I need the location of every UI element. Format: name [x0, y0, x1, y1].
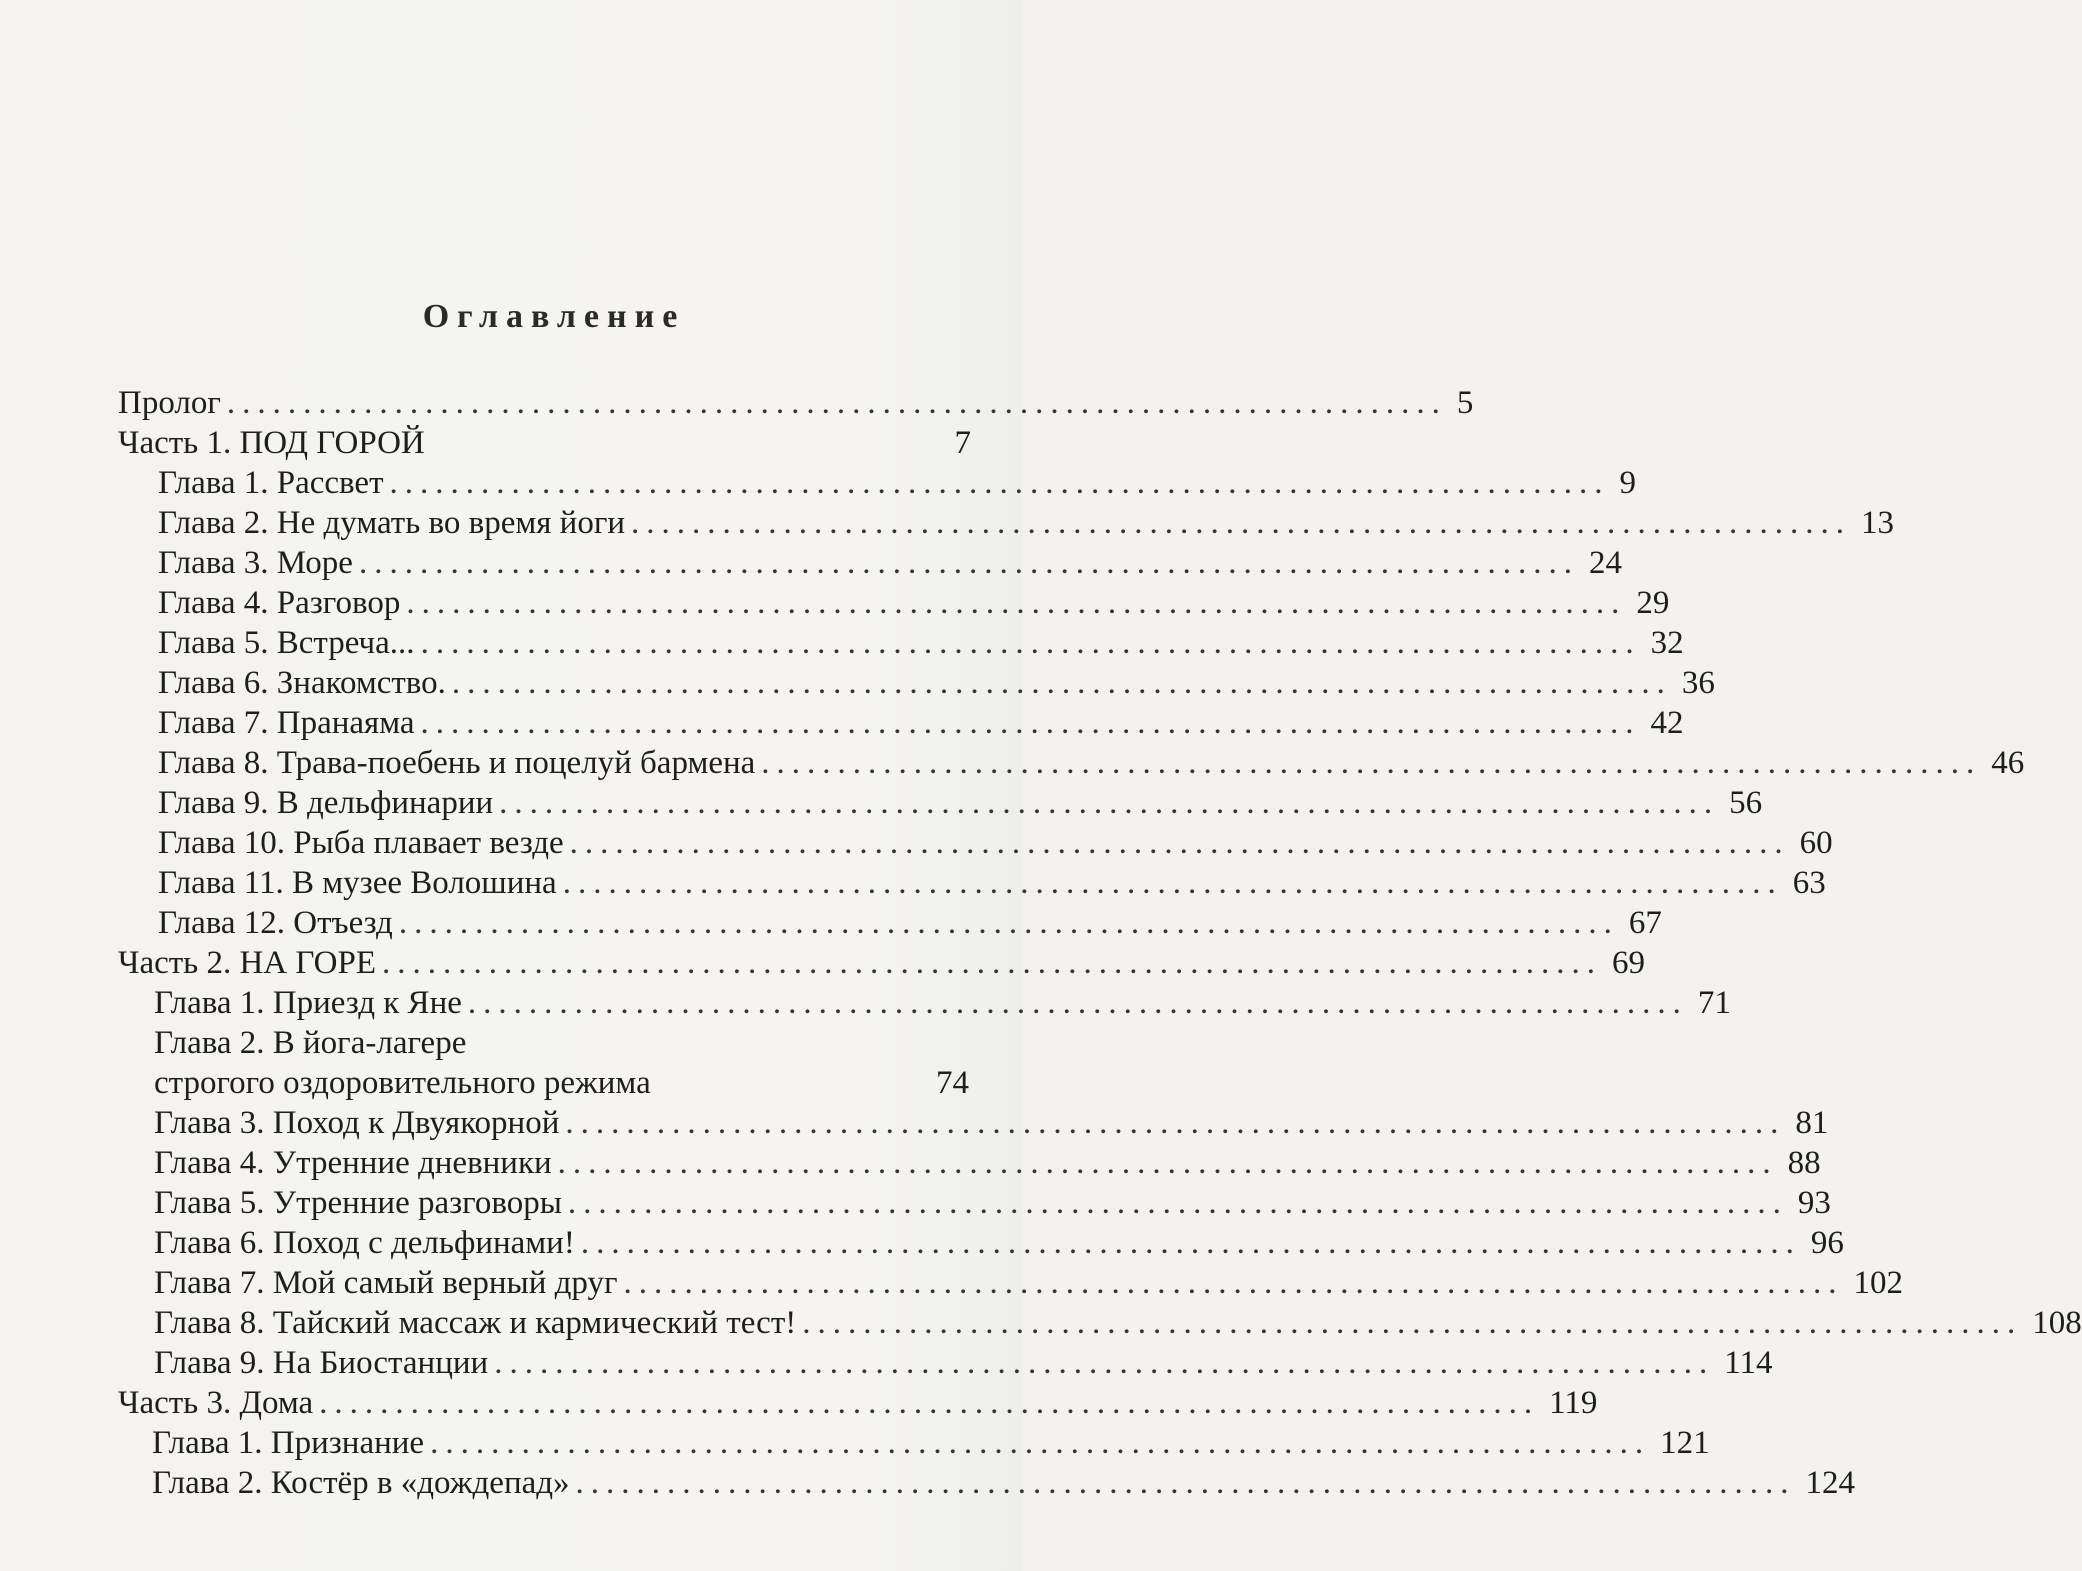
dot-leader: ................................................................................	[580, 1225, 1801, 1261]
toc-entry[interactable]	[0, 383, 1474, 423]
toc-entry-label: Глава 11. В музее Волошина	[158, 865, 557, 901]
toc-entry-page-number: 81	[1795, 1105, 1829, 1141]
dot-leader: ................................................................................	[761, 745, 1982, 781]
toc-entry[interactable]	[0, 703, 1684, 743]
toc-entry[interactable]	[0, 1223, 1844, 1263]
toc-entry[interactable]	[0, 1343, 1773, 1383]
dot-leader: ................................................................................	[499, 785, 1720, 821]
dot-leader: ................................................................................	[565, 1105, 1786, 1141]
dot-leader: ................................................................................	[226, 385, 1447, 421]
toc-entry-label: Глава 3. Море	[158, 545, 353, 581]
dot-leader: ................................................................................	[467, 985, 1688, 1021]
toc-entry-page-number: 42	[1650, 705, 1684, 741]
toc-entry-page-number: 46	[1991, 745, 2025, 781]
dot-leader	[657, 1063, 926, 1103]
toc-entry-label: Глава 7. Мой самый верный друг	[154, 1265, 618, 1301]
toc-entry-label: Глава 12. Отъезд	[158, 905, 393, 941]
toc-entry[interactable]	[0, 543, 1622, 583]
toc-entry-label: Глава 6. Знакомство.	[158, 665, 446, 701]
toc-entry-label: Глава 5. Утренние разговоры	[154, 1185, 562, 1221]
dot-leader: ................................................................................	[358, 545, 1579, 581]
toc-entry-page-number: 121	[1660, 1425, 1710, 1461]
toc-entry-label: Глава 1. Рассвет	[158, 465, 384, 501]
toc-entry-page-number: 13	[1861, 505, 1895, 541]
toc-entry-label: Часть 2. НА ГОРЕ	[118, 945, 376, 981]
dot-leader: ................................................................................	[451, 665, 1672, 701]
toc-entry-label: Глава 6. Поход с дельфинами!	[154, 1225, 575, 1261]
toc-entry-page-number: 108	[2032, 1305, 2082, 1341]
toc-entry-page-number: 36	[1681, 665, 1715, 701]
toc-entry-label: Глава 1. Признание	[152, 1425, 425, 1461]
toc-entry-label: Глава 2. Костёр в «дождепад»	[152, 1465, 570, 1501]
toc-entry[interactable]	[0, 943, 1645, 983]
toc-entry-label: Глава 2. Не думать во время йоги	[158, 505, 626, 541]
dot-leader: ................................................................................	[802, 1305, 2023, 1341]
toc-entry-page-number: 63	[1792, 865, 1826, 901]
toc-entry[interactable]	[0, 1263, 1904, 1303]
toc-entry-page-number: 114	[1724, 1345, 1773, 1381]
toc-entry-page-number: 88	[1787, 1145, 1821, 1181]
toc-entry[interactable]	[0, 583, 1670, 623]
dot-leader	[472, 1023, 959, 1063]
toc-entry[interactable]	[0, 663, 1715, 703]
toc-entry-label: Глава 3. Поход к Двуякорной	[154, 1105, 560, 1141]
toc-entry[interactable]	[0, 503, 1895, 543]
dot-leader	[431, 423, 945, 463]
dot-leader: ................................................................................	[389, 465, 1610, 501]
toc-entry[interactable]	[0, 743, 2025, 783]
toc-entry-page-number: 60	[1799, 825, 1833, 861]
toc-entry[interactable]	[0, 463, 1637, 503]
toc-entry[interactable]	[0, 423, 1023, 463]
toc-entry-page-number: 102	[1853, 1265, 1904, 1301]
toc-entry-label: Пролог	[118, 385, 221, 421]
toc-entry-label: Глава 7. Пранаяма	[158, 705, 415, 741]
toc-entry[interactable]	[0, 863, 1826, 903]
toc-entry[interactable]	[0, 983, 1731, 1023]
toc-entry-page-number: 29	[1636, 585, 1670, 621]
toc-entry-page-number: 24	[1588, 545, 1622, 581]
toc-entry-page-number: 124	[1805, 1465, 1856, 1501]
toc-entry-label: строгого оздоровительного режима	[154, 1065, 651, 1101]
toc-entry[interactable]	[0, 1103, 1829, 1143]
toc-entry-label: Часть 1. ПОД ГОРОЙ	[118, 425, 425, 461]
toc-entry-page-number: 5	[1456, 385, 1474, 421]
toc-entry-label: Глава 8. Трава-поебень и поцелуй бармена	[158, 745, 756, 781]
toc-entry-page-number: 67	[1628, 905, 1662, 941]
dot-leader: ................................................................................	[420, 625, 1641, 661]
toc-entry-page-number: 32	[1650, 625, 1684, 661]
dot-leader: ................................................................................	[319, 1385, 1540, 1421]
toc-entry-label: Глава 2. В йога-лагере	[154, 1025, 467, 1061]
dot-leader: ................................................................................	[430, 1425, 1651, 1461]
page-title: Оглавление	[422, 298, 686, 335]
toc-entry-label: Глава 4. Утренние дневники	[154, 1145, 552, 1181]
toc-entry-label: Глава 1. Приезд к Яне	[154, 985, 462, 1021]
toc-entry-page-number: 74	[936, 1065, 969, 1101]
toc-entry-page-number: 71	[1697, 985, 1731, 1021]
toc-entry[interactable]	[0, 1063, 1023, 1103]
toc-entry-page-number: 93	[1797, 1185, 1831, 1221]
toc-entry[interactable]	[0, 1143, 1821, 1183]
toc-entry-page-number: 9	[1619, 465, 1637, 501]
toc-entry[interactable]	[0, 903, 1662, 943]
toc-entry-page-number: 7	[954, 425, 971, 461]
dot-leader: ................................................................................	[406, 585, 1627, 621]
dot-leader: ................................................................................	[569, 825, 1790, 861]
toc-entry[interactable]	[0, 783, 1763, 823]
dot-leader: ................................................................................	[420, 705, 1641, 741]
toc-entry-label: Глава 10. Рыба плавает везде	[158, 825, 564, 861]
dot-leader: ................................................................................	[575, 1465, 1796, 1501]
toc-entry[interactable]	[0, 1303, 2082, 1343]
toc-entry[interactable]	[0, 1423, 1710, 1463]
toc-entry[interactable]	[0, 1183, 1831, 1223]
toc-entry[interactable]	[0, 623, 1684, 663]
toc-entry-page-number: 119	[1549, 1385, 1598, 1421]
toc-entry-page-number: 56	[1729, 785, 1763, 821]
toc-entry-label: Часть 3. Дома	[118, 1385, 314, 1421]
dot-leader: ................................................................................	[631, 505, 1852, 541]
toc-entry-label: Глава 9. В дельфинарии	[158, 785, 494, 821]
toc-entry[interactable]	[0, 823, 1833, 863]
toc-entry[interactable]	[0, 1023, 1023, 1063]
toc-entry[interactable]	[0, 1463, 1856, 1503]
toc-entry-label: Глава 5. Встреча...	[158, 625, 415, 661]
dot-leader: ................................................................................	[557, 1145, 1778, 1181]
dot-leader: ................................................................................	[567, 1185, 1788, 1221]
dot-leader: ................................................................................	[494, 1345, 1715, 1381]
toc-entry[interactable]	[0, 1383, 1598, 1423]
dot-leader: ................................................................................	[381, 945, 1602, 981]
toc-entry-label: Глава 8. Тайский массаж и кармический тест!	[154, 1305, 797, 1341]
dot-leader: ................................................................................	[623, 1265, 1844, 1301]
dot-leader: ................................................................................	[562, 865, 1783, 901]
toc-entry-page-number: 69	[1611, 945, 1645, 981]
toc-entry-page-number: 96	[1810, 1225, 1844, 1261]
toc-entry-label: Глава 9. На Биостанции	[154, 1345, 489, 1381]
dot-leader: ................................................................................	[398, 905, 1619, 941]
toc-entry-label: Глава 4. Разговор	[158, 585, 401, 621]
